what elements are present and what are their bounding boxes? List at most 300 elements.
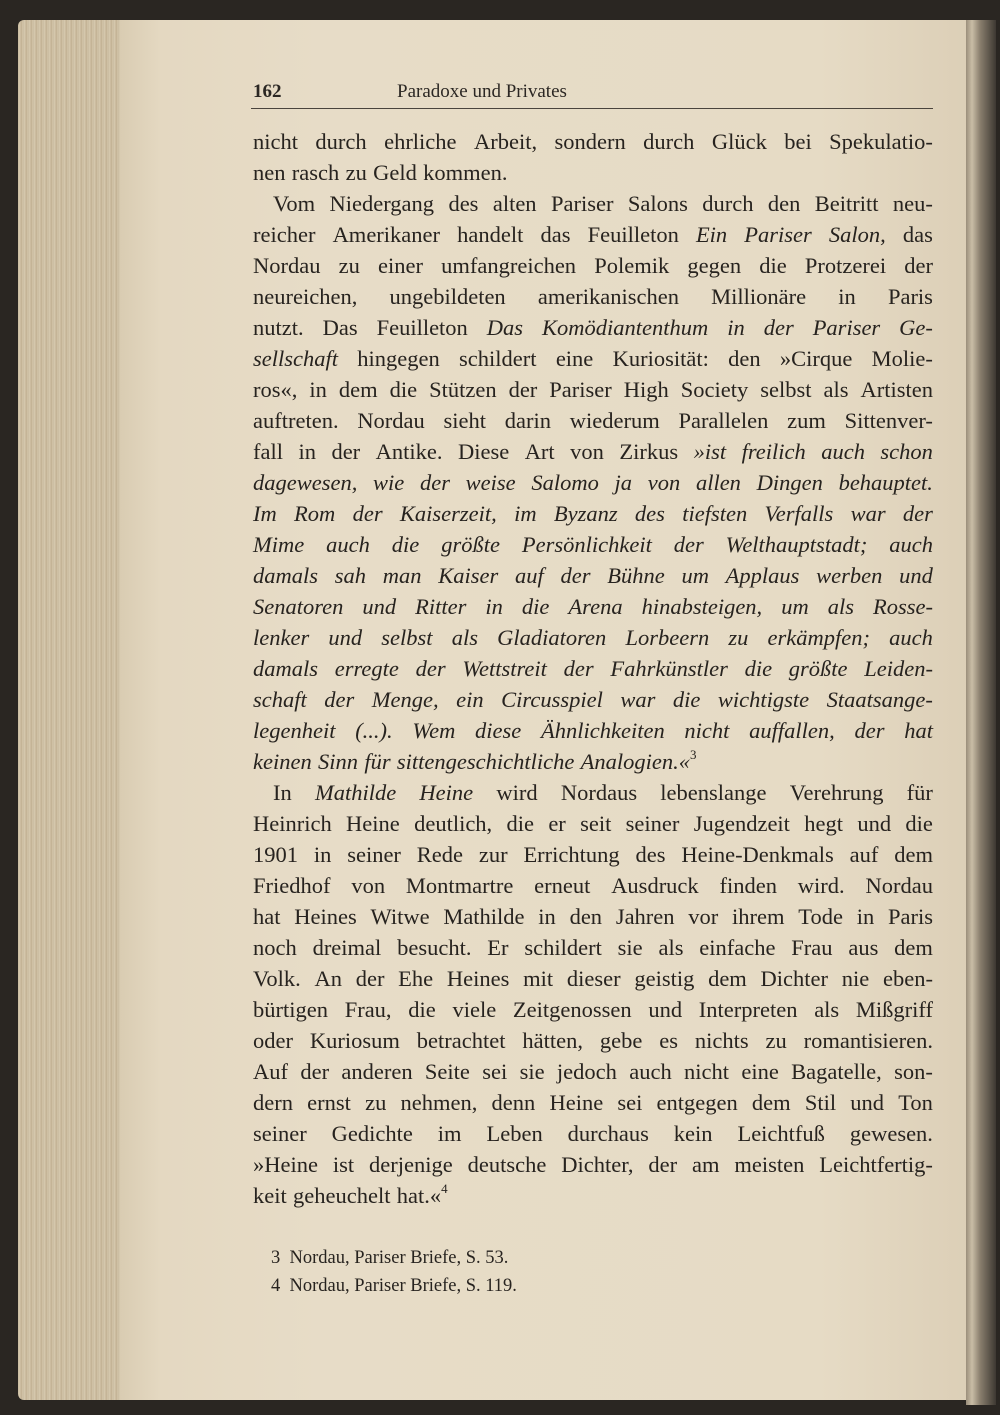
- word: nen: [253, 160, 286, 185]
- word: finden: [719, 873, 777, 898]
- word: nehmen,: [400, 1090, 478, 1115]
- word: Verehrung: [789, 780, 884, 805]
- word: eine: [741, 1059, 779, 1084]
- word: der: [324, 687, 355, 712]
- word: Heine: [419, 780, 474, 805]
- word: das: [902, 222, 933, 247]
- word: der: [300, 1059, 330, 1084]
- text-line: [253, 1025, 933, 1056]
- text-line: [253, 1180, 933, 1211]
- word: Fahrkünstler: [610, 656, 728, 681]
- word: Interpreten: [698, 997, 798, 1022]
- word: zu: [365, 1090, 387, 1115]
- word: sondern: [554, 129, 626, 154]
- word: Dichter: [760, 966, 829, 991]
- word: Protzerei: [804, 253, 887, 278]
- word: der: [331, 439, 361, 464]
- text-line: [253, 1149, 933, 1180]
- word: der: [563, 656, 594, 681]
- word: Artisten: [860, 377, 933, 402]
- word: dem: [338, 377, 378, 402]
- word: dreimal: [312, 935, 382, 960]
- text-line: [253, 963, 933, 994]
- word: geheuchelt: [293, 1183, 391, 1208]
- word: aus: [848, 935, 879, 960]
- word: auftreten.: [253, 408, 339, 433]
- word: fall: [253, 439, 283, 464]
- word: der: [355, 966, 385, 991]
- footnote-text: Nordau, Pariser Briefe, S. 53.: [289, 1248, 509, 1268]
- word: Staatsange-: [826, 687, 933, 712]
- word: vor: [688, 904, 719, 929]
- word: reicher: [253, 222, 316, 247]
- word: meisten: [734, 1152, 805, 1177]
- word: ungebildeten: [389, 284, 506, 309]
- word: Leben: [486, 1121, 543, 1146]
- word: dem: [894, 935, 933, 960]
- word: die: [408, 997, 436, 1022]
- word: der: [854, 718, 885, 743]
- text-line: [253, 870, 933, 901]
- word: kein: [673, 1121, 713, 1146]
- word: sah: [334, 563, 367, 588]
- word: hingegen: [357, 346, 440, 371]
- word: mit: [523, 966, 554, 991]
- word: und: [857, 811, 892, 836]
- word: Parallelen: [678, 408, 769, 433]
- word: Friedhof: [253, 873, 331, 898]
- word: sie: [617, 935, 643, 960]
- word: der: [673, 532, 704, 557]
- word: schaft: [253, 687, 307, 712]
- word: Diese: [457, 439, 510, 464]
- word: Zirkus: [619, 439, 679, 464]
- word: zum: [787, 408, 826, 433]
- word: damals: [253, 563, 319, 588]
- word: Arena: [568, 594, 623, 619]
- word: noch: [253, 935, 297, 960]
- word: legenheit: [253, 718, 336, 743]
- word: An: [314, 966, 342, 991]
- word: in: [309, 377, 327, 402]
- word: Kuriosität:: [612, 346, 709, 371]
- word: auch: [629, 1059, 672, 1084]
- text-line: [253, 374, 933, 405]
- word: Frau,: [344, 997, 392, 1022]
- word: amerikanischen: [537, 284, 680, 309]
- text-line: [253, 839, 933, 870]
- word: seiner: [625, 811, 680, 836]
- word: Das: [322, 315, 358, 340]
- word: als: [827, 594, 854, 619]
- word: nie: [841, 966, 870, 991]
- word: eben-: [882, 966, 933, 991]
- text-line: [253, 405, 933, 436]
- footnote-3: [271, 1244, 871, 1272]
- word: Heines: [446, 966, 510, 991]
- word: hat: [253, 904, 281, 929]
- word: Pariser: [550, 191, 614, 216]
- word: um: [681, 563, 709, 588]
- word: dieser: [566, 966, 621, 991]
- footnote-4: [271, 1272, 871, 1300]
- word: dem: [708, 966, 747, 991]
- word: er: [548, 811, 566, 836]
- text-line: [253, 157, 933, 188]
- word: tiefsten: [682, 501, 748, 526]
- text-line: [253, 1056, 933, 1087]
- word: als: [814, 997, 840, 1022]
- page-number: 162: [253, 81, 282, 102]
- text-line: [253, 498, 933, 529]
- word: Witwe: [370, 904, 430, 929]
- word: sittengeschichtliche: [396, 749, 575, 774]
- word: darin: [504, 408, 551, 433]
- word: von: [570, 439, 604, 464]
- word: größte: [788, 656, 848, 681]
- word: Wem: [412, 718, 456, 743]
- word: die: [521, 594, 550, 619]
- word: als: [451, 625, 478, 650]
- word: auch: [821, 439, 865, 464]
- word: Im: [253, 501, 277, 526]
- word: Applaus: [725, 563, 800, 588]
- text-line: [253, 1087, 933, 1118]
- word: Molie-: [871, 346, 933, 371]
- word: schildert: [459, 346, 537, 371]
- word: romantisieren.: [803, 1028, 933, 1053]
- word: den: [569, 904, 603, 929]
- word: Sinn: [318, 749, 359, 774]
- word: ja: [614, 470, 633, 495]
- word: Rosse-: [872, 594, 933, 619]
- word: Nordau: [357, 408, 425, 433]
- word: nutzt.: [253, 315, 304, 340]
- word: deutsche: [467, 1152, 547, 1177]
- word: Nordaus: [560, 780, 638, 805]
- word: deutlich,: [414, 811, 493, 836]
- word: Art: [524, 439, 555, 464]
- text-line: [253, 994, 933, 1025]
- word: in: [727, 315, 745, 340]
- footnote-number: 3: [271, 1248, 281, 1268]
- word: nicht: [253, 129, 298, 154]
- word: Zeitgenossen: [512, 997, 632, 1022]
- running-title: Paradoxe und Privates: [397, 81, 567, 102]
- word: größte: [441, 532, 500, 557]
- word: sei: [617, 1090, 643, 1115]
- word: selbst: [760, 377, 812, 402]
- word: in: [485, 594, 503, 619]
- word: als: [658, 935, 684, 960]
- word: Senatoren: [253, 594, 344, 619]
- word: neu-: [892, 191, 933, 216]
- word: die: [759, 253, 787, 278]
- word: zur: [478, 842, 508, 867]
- word: des: [448, 191, 479, 216]
- word: son-: [894, 1059, 933, 1084]
- word: Frau: [791, 935, 833, 960]
- word: war: [620, 687, 656, 712]
- word: Gladiatoren: [497, 625, 607, 650]
- word: Bagatelle,: [791, 1059, 882, 1084]
- word: betrachtet: [416, 1028, 506, 1053]
- word: freilich: [741, 439, 806, 464]
- word: die: [506, 811, 534, 836]
- word: am: [691, 1152, 720, 1177]
- word: Wettstreit: [462, 656, 547, 681]
- word: eine: [555, 346, 594, 371]
- word: keit: [253, 1183, 287, 1208]
- word: auch: [326, 532, 370, 557]
- word: wie: [373, 470, 405, 495]
- word: der: [419, 470, 450, 495]
- word: die: [905, 811, 933, 836]
- word: Salomo: [531, 470, 599, 495]
- word: in: [838, 284, 856, 309]
- word: Tode: [798, 904, 843, 929]
- word: Pariser: [744, 222, 812, 247]
- word: alten: [492, 191, 537, 216]
- word: »ist: [693, 439, 727, 464]
- word: nicht: [684, 1059, 730, 1084]
- word: den: [767, 191, 801, 216]
- word: war: [850, 501, 886, 526]
- word: denn: [491, 1090, 536, 1115]
- word: Errichtung: [523, 842, 620, 867]
- word: hat.«$^4$: [396, 1180, 448, 1208]
- word: auch: [889, 625, 933, 650]
- word: Kuriosum: [309, 1028, 400, 1053]
- word: hinabsteigen,: [641, 594, 763, 619]
- word: Dingen: [756, 470, 823, 495]
- footnotes: [271, 1244, 871, 1300]
- word: werben: [816, 563, 883, 588]
- running-header: [251, 78, 933, 108]
- word: Sittenver-: [844, 408, 933, 433]
- word: die: [391, 532, 420, 557]
- word: Mathilde: [443, 904, 525, 929]
- word: Vom: [273, 191, 316, 216]
- word: das: [540, 222, 571, 247]
- word: ihrem: [732, 904, 785, 929]
- word: 1901: [253, 842, 298, 867]
- footnote-marker: 4: [441, 1180, 448, 1196]
- word: Das: [486, 315, 524, 340]
- word: Stil: [804, 1090, 837, 1115]
- word: Menge,: [371, 687, 439, 712]
- book-binding-edge: [966, 20, 996, 1405]
- word: der: [648, 1152, 678, 1177]
- word: durchaus: [567, 1121, 649, 1146]
- word: auffallen,: [749, 718, 835, 743]
- word: zu: [338, 253, 360, 278]
- word: lebenslange: [660, 780, 767, 805]
- word: zu: [765, 1028, 787, 1053]
- word: Leichtfertig-: [819, 1152, 933, 1177]
- word: Gedichte: [331, 1121, 413, 1146]
- word: Verfalls: [764, 501, 834, 526]
- word: selbst: [381, 625, 433, 650]
- word: erkämpfen;: [767, 625, 870, 650]
- word: und: [328, 625, 363, 650]
- header-rule: [251, 108, 933, 109]
- word: Antike.: [375, 439, 443, 464]
- text-line: [253, 312, 933, 343]
- word: Jahren: [615, 904, 675, 929]
- word: Ritter: [415, 594, 467, 619]
- word: sie: [519, 1059, 545, 1084]
- word: ros«,: [253, 377, 298, 402]
- text-line: [253, 343, 933, 374]
- word: den: [728, 346, 761, 371]
- word: die: [389, 377, 418, 402]
- word: für: [364, 749, 391, 774]
- word: Montmartre: [405, 873, 514, 898]
- word: Welthauptstadt;: [725, 532, 868, 557]
- word: Feuilleton: [376, 315, 468, 340]
- text-line: [253, 560, 933, 591]
- word: dagewesen,: [253, 470, 358, 495]
- word: es: [659, 1028, 678, 1053]
- word: Feuilleton: [587, 222, 679, 247]
- word: im: [437, 1121, 462, 1146]
- word: Leiden-: [864, 656, 933, 681]
- text-line: [253, 591, 933, 622]
- text-line: [253, 250, 933, 281]
- word: Heines: [294, 904, 357, 929]
- word: Pariser: [549, 377, 612, 402]
- text-line: [253, 188, 933, 219]
- word: Mathilde: [314, 780, 397, 805]
- word: Amerikaner: [332, 222, 441, 247]
- word: dem: [751, 1090, 791, 1115]
- word: wird: [496, 780, 538, 805]
- word: weise: [465, 470, 516, 495]
- word: als: [823, 377, 849, 402]
- word: wiederum: [569, 408, 660, 433]
- word: Stützen: [429, 377, 497, 402]
- word: des: [635, 842, 666, 867]
- word: Beitritt: [814, 191, 879, 216]
- word: in: [313, 842, 332, 867]
- word: durch: [702, 191, 754, 216]
- word: Circusspiel: [501, 687, 603, 712]
- word: anderen: [341, 1059, 413, 1084]
- word: Heine: [549, 1090, 604, 1115]
- word: keinen: [253, 749, 312, 774]
- word: und: [362, 594, 397, 619]
- word: oder: [253, 1028, 293, 1053]
- word: allen: [695, 470, 741, 495]
- word: Volk.: [253, 966, 301, 991]
- word: Rede: [416, 842, 464, 867]
- text-line: [253, 467, 933, 498]
- word: Mißgriff: [855, 997, 933, 1022]
- word: einfache: [699, 935, 776, 960]
- word: neureichen,: [253, 284, 358, 309]
- word: von: [351, 873, 386, 898]
- word: Jugendzeit: [693, 811, 790, 836]
- word: sellschaft: [253, 346, 338, 371]
- word: besucht.: [397, 935, 472, 960]
- word: durch: [643, 129, 695, 154]
- word: im: [514, 501, 537, 526]
- word: des: [634, 501, 665, 526]
- word: Komödiantenthum: [542, 315, 709, 340]
- word: Ausdruck: [611, 873, 699, 898]
- word: gebe: [599, 1028, 643, 1053]
- word: seit: [580, 811, 612, 836]
- word: Nordau: [865, 873, 933, 898]
- word: zu: [345, 160, 367, 185]
- word: Ähnlichkeiten: [541, 718, 665, 743]
- word: umfangreichen: [441, 253, 577, 278]
- word: diese: [475, 718, 522, 743]
- word: Dichter,: [561, 1152, 634, 1177]
- word: ein: [456, 687, 484, 712]
- word: in: [538, 904, 556, 929]
- word: die: [744, 656, 773, 681]
- word: die: [672, 687, 701, 712]
- word: damals: [253, 656, 319, 681]
- word: Auf: [253, 1059, 288, 1084]
- word: Mime: [253, 532, 305, 557]
- word: der: [352, 501, 383, 526]
- word: Heine: [346, 811, 400, 836]
- word: Kaiser: [438, 563, 499, 588]
- word: handelt: [457, 222, 524, 247]
- book-page-stack-left: [18, 20, 128, 1400]
- word: Er: [487, 935, 509, 960]
- word: Geld: [373, 160, 417, 185]
- word: um: [781, 594, 809, 619]
- word: Heine-Denkmals: [681, 842, 834, 867]
- text-line: [253, 746, 933, 777]
- footnote-marker: 3: [690, 746, 697, 762]
- word: Bühne: [607, 563, 665, 588]
- footnote-number: 4: [271, 1276, 281, 1296]
- word: In: [273, 780, 292, 805]
- word: hätten,: [522, 1028, 583, 1053]
- word: sei: [482, 1059, 508, 1084]
- text-line: [253, 529, 933, 560]
- word: der: [415, 656, 446, 681]
- word: viele: [452, 997, 497, 1022]
- word: und: [899, 563, 933, 588]
- word: Leichtfuß: [737, 1121, 825, 1146]
- text-line: [253, 932, 933, 963]
- word: der: [763, 315, 794, 340]
- word: Salons: [627, 191, 688, 216]
- text-line: [253, 126, 933, 157]
- word: seiner: [253, 1121, 307, 1146]
- word: auf: [514, 563, 544, 588]
- word: von: [647, 470, 681, 495]
- word: jedoch: [556, 1059, 617, 1084]
- word: »Heine: [253, 1152, 318, 1177]
- word: Nordau: [253, 253, 321, 278]
- word: Arbeit,: [473, 129, 538, 154]
- word: in: [856, 904, 875, 929]
- footnote-text: Nordau, Pariser Briefe, S. 119.: [289, 1276, 517, 1296]
- word: auf: [849, 842, 879, 867]
- word: der: [902, 501, 933, 526]
- word: und: [648, 997, 683, 1022]
- word: der: [560, 563, 591, 588]
- word: rasch: [291, 160, 340, 185]
- word: entgegen: [656, 1090, 738, 1115]
